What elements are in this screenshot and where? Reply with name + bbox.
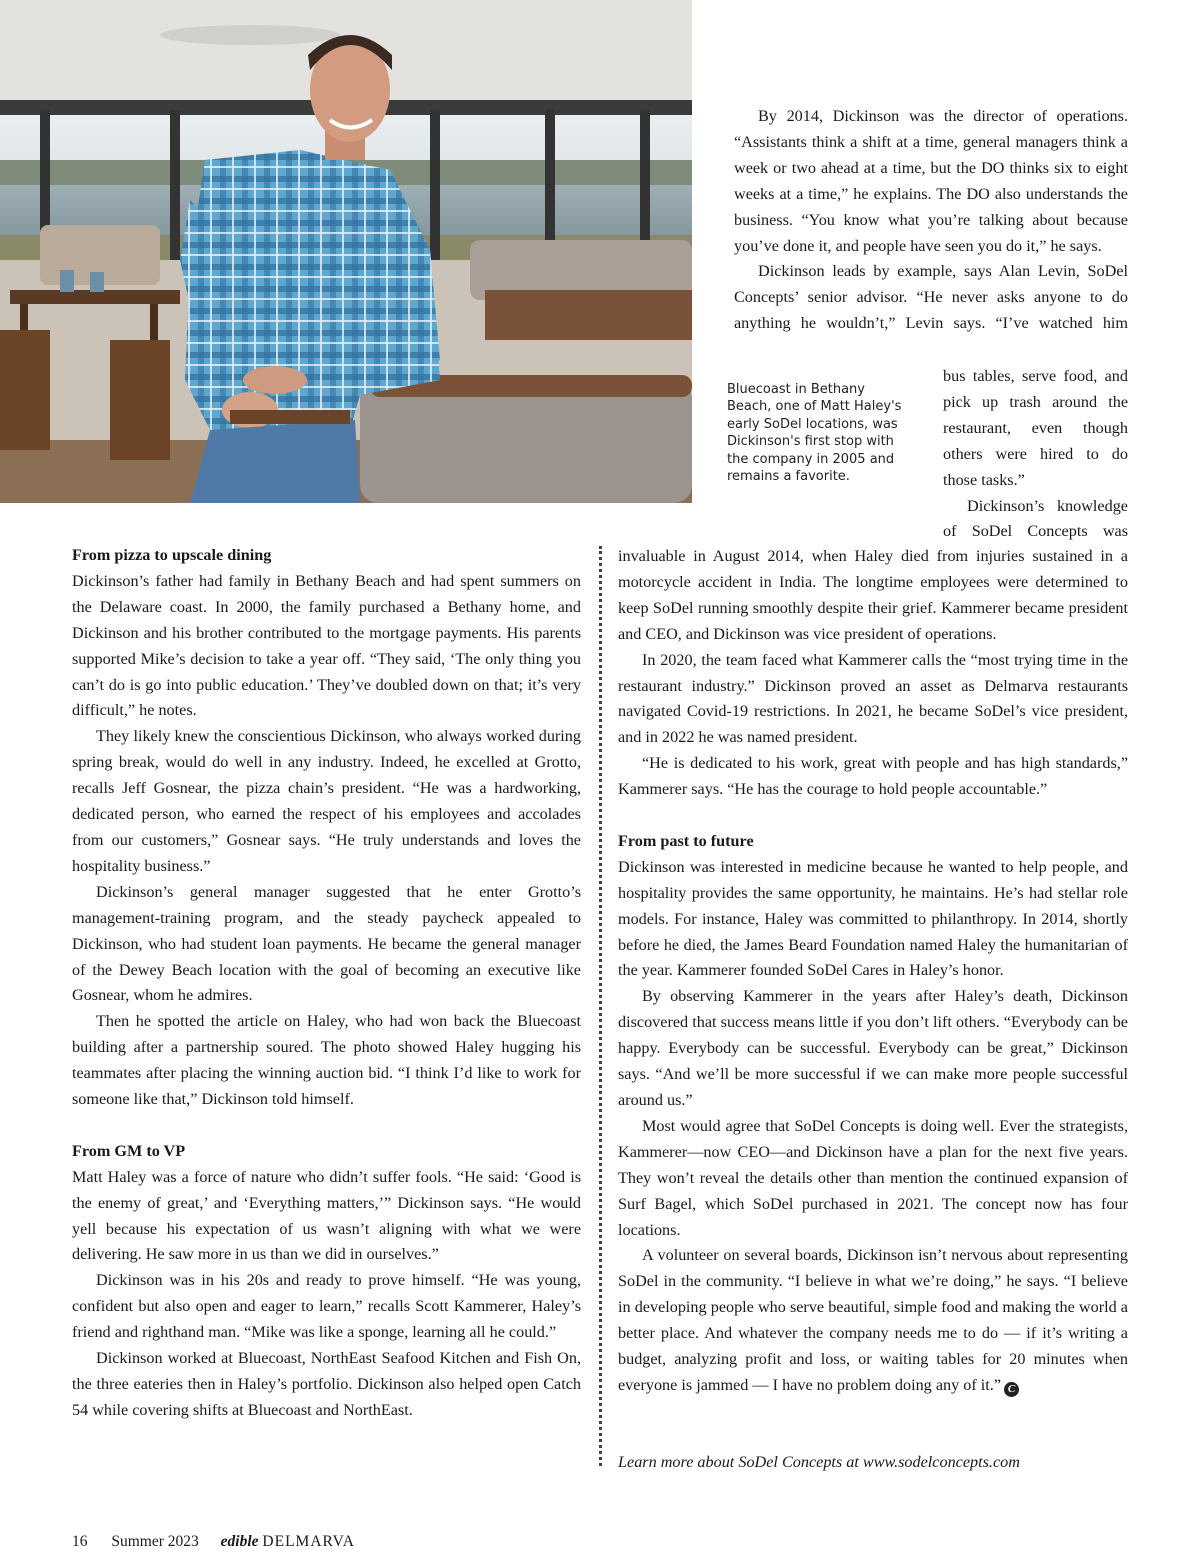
narrow-column: [943, 364, 1128, 545]
paragraph-text: A volunteer on several boards, Dickinson isn’t nervous about representing SoDel in the community. “I believe in what we’re doing,” he says. “I believe in developing people who serve beautiful, simple food and making the world a better place. And whatever the company needs me to do — if it’s writing a budget, analyzing profit and loss, or waiting tables for 20 minutes when everyone is jammed — I have no problem doing any of it.”: [618, 1246, 1128, 1394]
page-footer: [72, 1532, 355, 1552]
paragraph: Dickinson’s father had family in Bethany Beach and had spent summers on the Delaware coast. In 2000, the family purchased a Bethany home, and Dickinson and his brother contributed to the mortgage payments. His parents supported Mike’s decision to take a year off. “They said, ‘The only thing you can’t do is go into public education.’ They’ve doubled down on that; it’s very difficult,” he notes.: [72, 571, 581, 720]
column-divider: [599, 546, 602, 1466]
left-column: [72, 543, 581, 1424]
article-photo: [0, 0, 692, 503]
paragraph: bus tables, serve food, and pick up trash around the restaurant, even though others were hired to do those tasks.”: [943, 367, 1128, 489]
paragraph: invaluable in August 2014, when Haley died from injuries sustained in a motorcycle accident in India. The longtime employees were determined to keep SoDel running smoothly despite their grief. Kammerer became president and CEO, and Dickinson was vice president of operations.: [618, 547, 1128, 643]
paragraph: By observing Kammerer in the years after Haley’s death, Dickinson discovered that success means little if you don’t lift others. “Everybody can be happy. Everybody can be successful. Everybody can be great,” Dickinson says. “And we’ll be more successful if we can make more people successful around us.”: [618, 987, 1128, 1110]
paragraph: By 2014, Dickinson was the director of operations. “Assistants think a shift at a time, general managers think a week or two ahead at a time, but the DO thinks six to eight weeks at a time,” he explains. The DO also understands the business. “You know what you’re talking about because you’ve done it, and people have seen you do it,” he says.: [734, 107, 1128, 255]
intro-column: [734, 104, 1128, 337]
paragraph: They likely knew the conscientious Dickinson, who always worked during spring break, would do well in any industry. Indeed, he excelled at Grotto, recalls Jeff Gosnear, the pizza chain’s president. “He was a hardworking, dedicated person, who earned the respect of his employees and accolades from our customers,” Gosnear says. “He truly understands and loves the hospitality business.”: [72, 727, 581, 875]
issue-label: Summer 2023: [111, 1533, 199, 1550]
paragraph: [618, 1243, 1128, 1398]
right-column: [618, 544, 1128, 1399]
photo-caption: Bluecoast in Bethany Beach, one of Matt Haley's early SoDel locations, was Dickinson's first stop with the company in 2005 and remains a favorite.: [727, 382, 902, 485]
paragraph: In 2020, the team faced what Kammerer calls the “most trying time in the restaurant industry.” Dickinson proved an asset as Delmarva restaurants navigated Covid-19 restrictions. In 2021, he became SoDel’s vice president, and in 2022 he was named president.: [618, 650, 1128, 747]
paragraph: Then he spotted the article on Haley, who had won back the Bluecoast building after a partnership soured. The photo showed Haley hugging his teammates after placing the winning auction bid. “I think I’d like to work for someone like that,” Dickinson told himself.: [72, 1012, 581, 1109]
brand-edible: edible: [220, 1533, 259, 1550]
paragraph: “He is dedicated to his work, great with people and has high standards,” Kammerer says. “He has the courage to hold people accountable.”: [618, 754, 1128, 799]
end-mark-icon: C: [1004, 1382, 1019, 1397]
paragraph: Dickinson leads by example, says Alan Levin, SoDel Concepts’ senior advisor. “He never asks anyone to do anything he wouldn’t,” Levin says. “I’ve watched him: [734, 262, 1128, 333]
section-heading: From pizza to upscale dining: [72, 546, 272, 564]
section-heading: From past to future: [618, 831, 754, 850]
learn-more-line: Learn more about SoDel Concepts at www.sodelconcepts.com: [618, 1453, 1020, 1471]
paragraph: Dickinson worked at Bluecoast, NorthEast Seafood Kitchen and Fish On, the three eateries then in Haley’s portfolio. Dickinson also helped open Catch 54 while covering shifts at Bluecoast and NorthEast.: [72, 1349, 581, 1419]
paragraph: Matt Haley was a force of nature who didn’t suffer fools. “He said: ‘Good is the enemy of great,’ and ‘Everything matters,’” Dickinson says. “He would yell because his expectation of us wasn’t aligning with what we were delivering. He saw more in us than we did in ourselves.”: [72, 1167, 581, 1264]
portrait-illustration: [0, 0, 692, 503]
brand-name: DELMARVA: [262, 1533, 355, 1550]
section-heading: From GM to VP: [72, 1141, 186, 1160]
paragraph: Dickinson was interested in medicine because he wanted to help people, and hospitality provides the same opportunity, he maintains. He’s had stellar role models. For instance, Haley was committed to philanthropy. In 2014, shortly before he died, the James Beard Foundation named Haley the humanitarian of the year. Kammerer founded SoDel Cares in Haley’s honor.: [618, 857, 1128, 980]
page-number: 16: [72, 1533, 88, 1550]
paragraph: Dickinson’s general manager suggested that he enter Grotto’s management-training program, and the steady paycheck appealed to Dickinson, who had student loan payments. He became the general manager of the Dewey Beach location with the goal of becoming an executive like Gosnear, whom he admires.: [72, 882, 581, 1005]
paragraph: Dickinson was in his 20s and ready to prove himself. “He was young, confident but also open and eager to learn,” recalls Scott Kammerer, Haley’s friend and righthand man. “Mike was like a sponge, learning all he could.”: [72, 1271, 581, 1342]
paragraph: Most would agree that SoDel Concepts is doing well. Ever the strategists, Kammerer—now CEO—and Dickinson have a plan for the next five years. They won’t reveal the details other than mention the continued expansion of Surf Bagel, which SoDel purchased in 2021. The concept now has four locations.: [618, 1116, 1128, 1239]
paragraph: Dickinson’s knowledge of SoDel Concepts was: [943, 496, 1128, 541]
